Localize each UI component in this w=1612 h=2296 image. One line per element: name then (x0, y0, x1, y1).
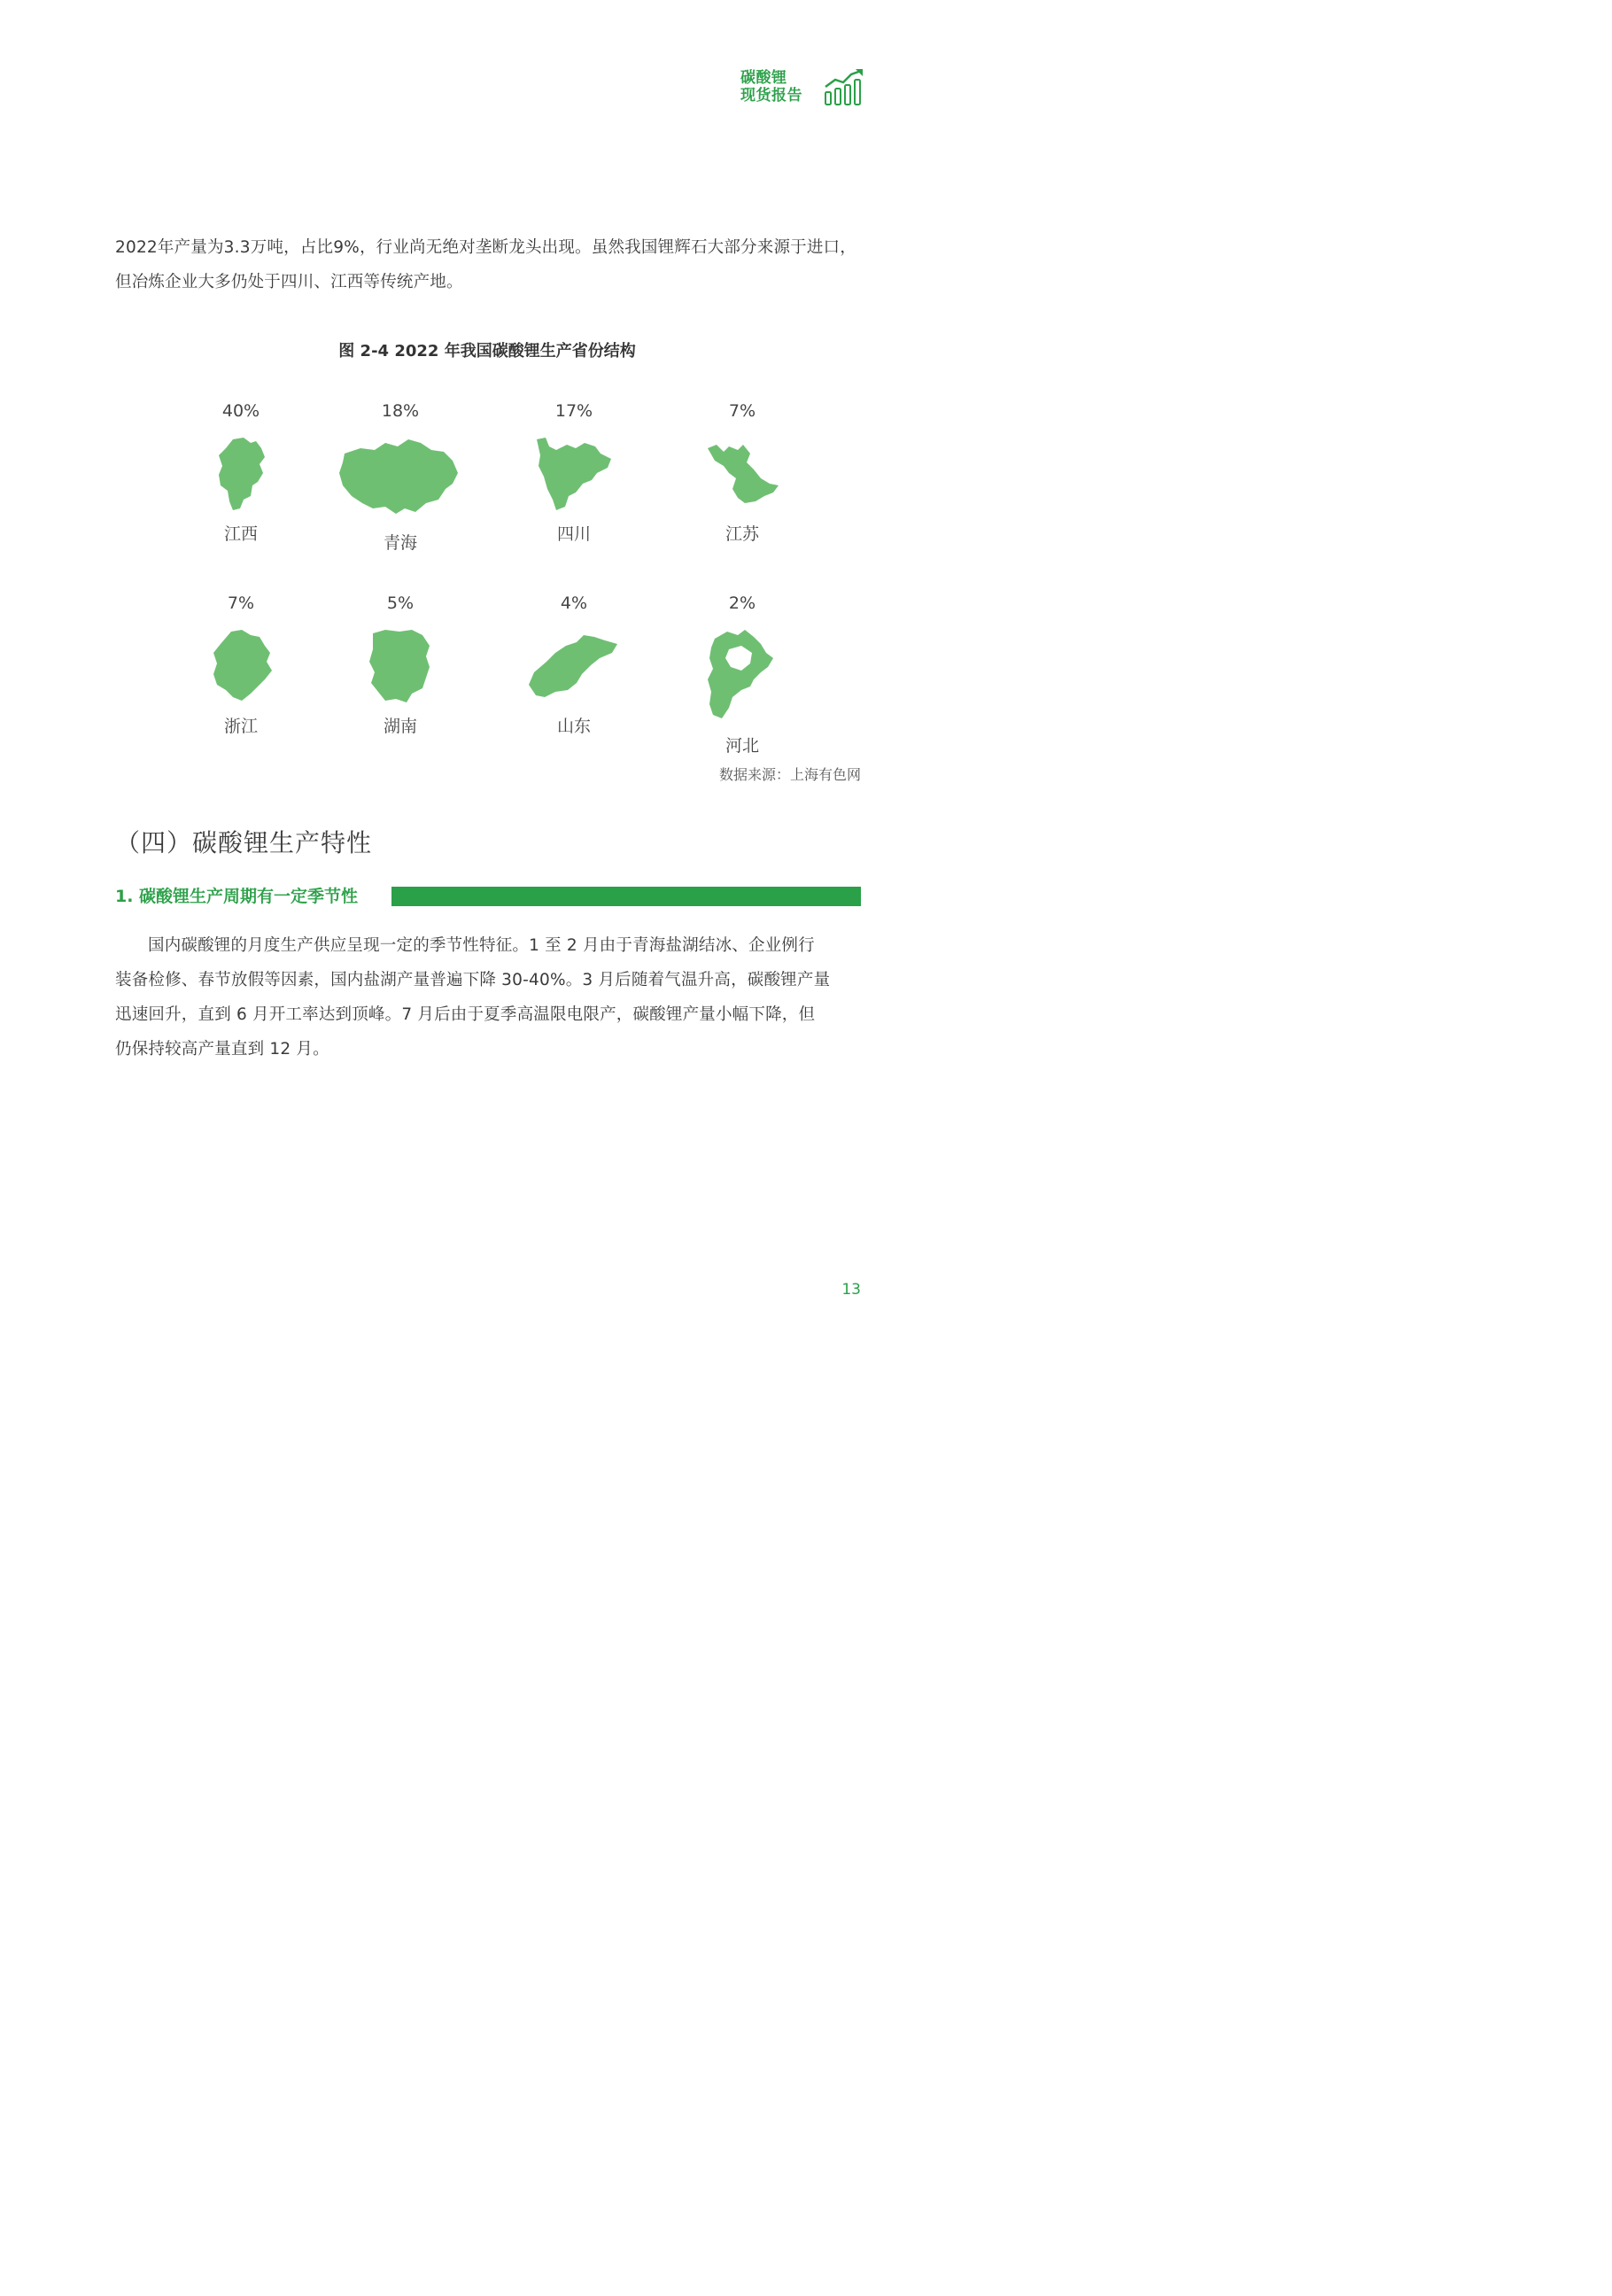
province-name: 四川 (556, 524, 591, 544)
province-name: 江西 (223, 524, 258, 544)
shandong-map-icon (525, 626, 623, 706)
page-number: 13 (841, 1281, 861, 1299)
province-name: 浙江 (223, 717, 258, 736)
hunan-map-icon (360, 626, 440, 706)
bar-chart-trend-icon (824, 69, 864, 106)
brand-title-line1: 碳酸锂 (740, 69, 787, 87)
province-cell-sichuan (494, 399, 654, 546)
intro-paragraph (115, 230, 861, 299)
province-cell-jiangsu (663, 399, 822, 546)
qinghai-map-icon (334, 434, 467, 523)
heading-bar (391, 887, 861, 906)
brand-title (740, 69, 802, 105)
province-name: 湖南 (383, 717, 417, 736)
province-percent: 7% (728, 401, 756, 421)
body-line: 装备检修、春节放假等因素，国内盐湖产量普遍下降 30-40%。3 月后随着气温升高，碳酸锂产量 (115, 971, 831, 989)
province-name: 河北 (725, 736, 759, 756)
sichuan-map-icon (530, 434, 618, 514)
figure-source: 数据来源：上海有色网 (718, 766, 861, 783)
province-cell-zhejiang (161, 591, 321, 738)
province-percent: 4% (560, 593, 588, 613)
province-cell-qinghai (321, 399, 480, 555)
province-percent: 17% (554, 401, 593, 421)
province-percent: 5% (386, 593, 415, 613)
subsection-heading (115, 882, 861, 911)
report-brand (740, 69, 864, 108)
province-percent: 18% (381, 401, 420, 421)
province-name: 山东 (556, 717, 591, 736)
province-cell-jiangxi (161, 399, 321, 546)
province-percent: 7% (227, 593, 255, 613)
body-line: 迅速回升，直到 6 月开工率达到顶峰。7 月后由于夏季高温限电限产，碳酸锂产量小幅下降，但 (115, 1005, 816, 1024)
body-line: 国内碳酸锂的月度生产供应呈现一定的季节性特征。1 至 2 月由于青海盐湖结冰、企业例行 (148, 936, 815, 955)
province-percent: 2% (728, 593, 756, 613)
province-name: 江苏 (725, 524, 759, 544)
intro-line: 但冶炼企业大多仍处于四川、江西等传统产地。 (115, 273, 463, 291)
body-line: 仍保持较高产量直到 12 月。 (115, 1040, 329, 1059)
brand-title-line2: 现货报告 (740, 87, 802, 105)
section-title: （四）碳酸锂生产特性 (115, 828, 373, 857)
jiangsu-map-icon (702, 434, 782, 514)
province-cell-hunan (321, 591, 480, 738)
province-name: 青海 (383, 533, 417, 553)
subsection-title: 1. 碳酸锂生产周期有一定季节性 (115, 887, 359, 906)
province-cell-hebei (663, 591, 822, 757)
intro-line: 2022年产量为3.3万吨，占比9%，行业尚无绝对垄断龙头出现。虽然我国锂辉石大部分来源于进口， (115, 238, 856, 257)
figure-title: 图 2-4 2022 年我国碳酸锂生产省份结构 (338, 342, 636, 361)
body-paragraph (115, 928, 861, 1067)
hebei-map-icon (702, 626, 782, 725)
province-cell-shandong (494, 591, 654, 738)
zhejiang-map-icon (201, 626, 281, 706)
jiangxi-map-icon (201, 434, 281, 514)
province-percent: 40% (221, 401, 260, 421)
